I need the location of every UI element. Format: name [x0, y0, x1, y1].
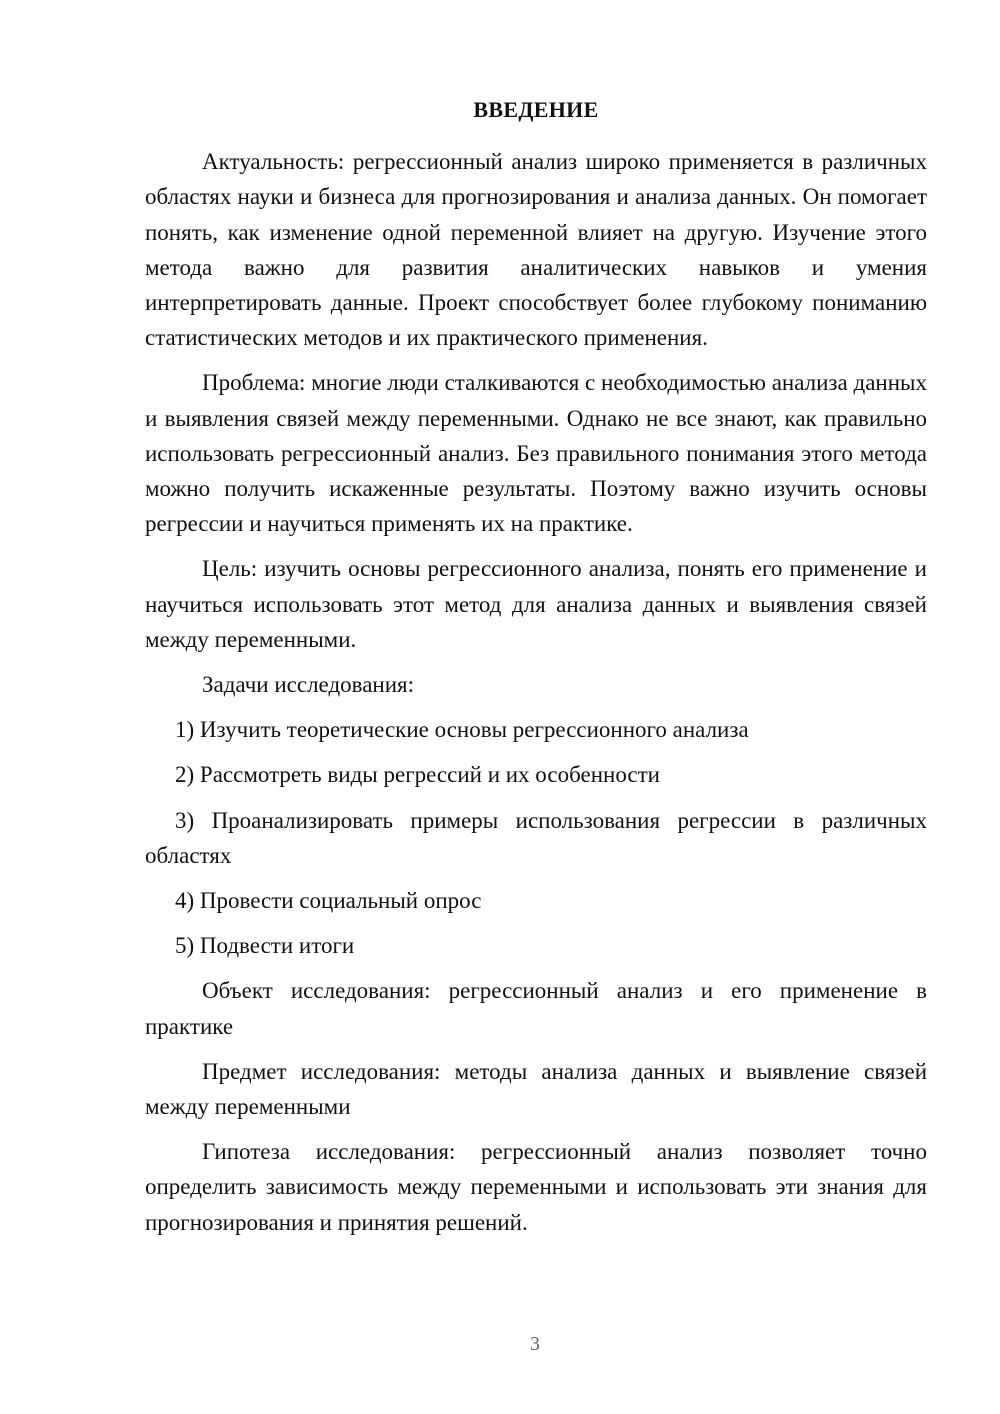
- problem-paragraph: Проблема: многие люди сталкиваются с необходимостью анализа данных и выявления связей между переменными. Однако не все знают, как правильно использовать регрессионный анализ. Без правильного понимания этого метода можно получить искаженные результаты. Поэтому важно изучить основы регрессии и научиться применять их на практике.: [145, 370, 927, 537]
- task-item-1: 1) Изучить теоретические основы регрессионного анализа: [175, 717, 749, 743]
- page-title: ВВЕДЕНИЕ: [473, 97, 599, 122]
- task-item-2: 2) Рассмотреть виды регрессий и их особенности: [175, 762, 660, 788]
- task-item-3: 3) Проанализировать примеры использования регрессии в различных областях: [145, 807, 927, 868]
- page-number: 3: [530, 1333, 540, 1355]
- document-page: [145, 92, 927, 1250]
- goal-paragraph: Цель: изучить основы регрессионного анализа, понять его применение и научиться использовать этот метод для анализа данных и выявления связей между переменными.: [145, 556, 927, 652]
- object-paragraph: Объект исследования: регрессионный анализ и его применение в практике: [145, 978, 927, 1039]
- subject-paragraph: Предмет исследования: методы анализа данных и выявление связей между переменными: [145, 1058, 927, 1120]
- task-item-4: 4) Провести социальный опрос: [175, 888, 482, 914]
- relevance-paragraph: Актуальность: регрессионный анализ широко применяется в различных областях науки и бизнеса для прогнозирования и анализа данных. Он помогает понять, как изменение одной переменной влияет на другую. Изучение этого метода важно для развития аналитических навыков и умения интерпретировать данные. Проект способствует более глубокому пониманию статистических методов и их практического применения.: [145, 149, 927, 351]
- tasks-heading: Задачи исследования:: [202, 672, 415, 698]
- task-item-5: 5) Подвести итоги: [175, 933, 355, 959]
- hypothesis-paragraph: Гипотеза исследования: регрессионный анализ позволяет точно определить зависимость между переменными и использовать эти знания для прогнозирования и принятия решений.: [145, 1139, 927, 1235]
